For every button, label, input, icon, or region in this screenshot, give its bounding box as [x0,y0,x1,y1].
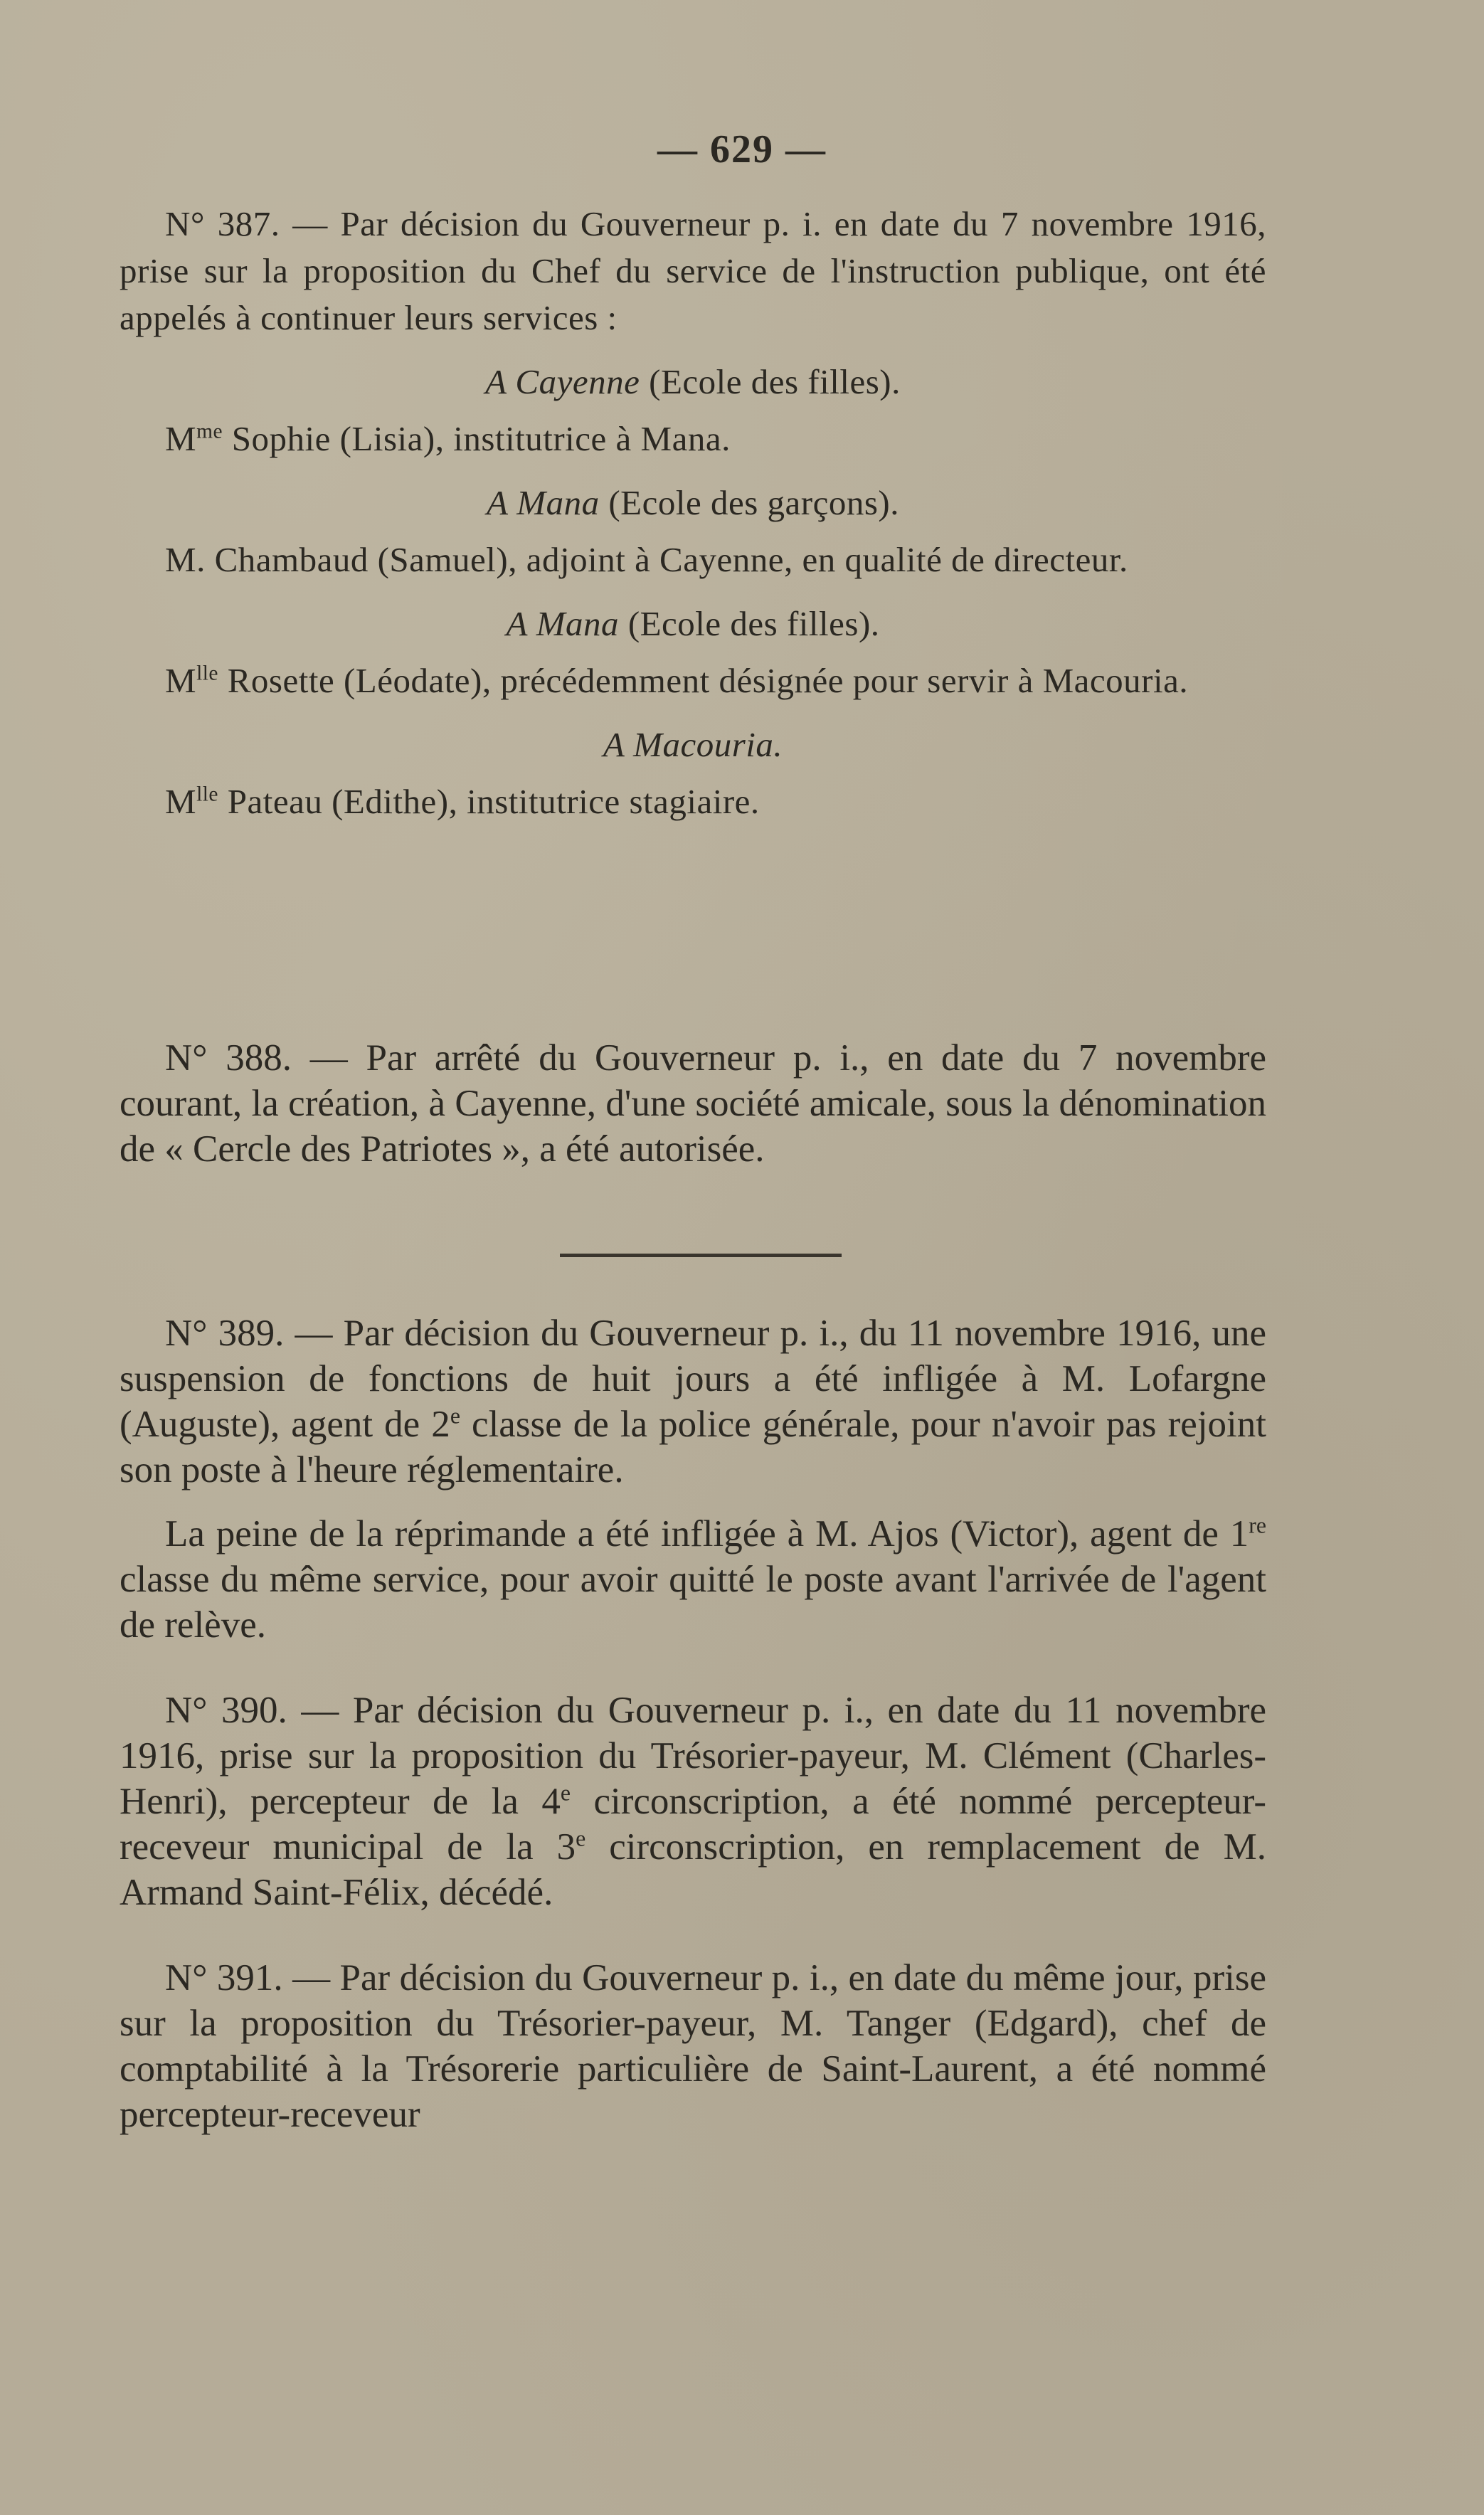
paragraph-390 [120,1688,1266,1915]
entry-text: Rosette (Léodate), précédemment désignée pour servir à Macouria. [218,661,1189,700]
superscript: re [1249,1513,1266,1538]
text-start: N° 389. — Par décision du Gouverneur p. i., du 11 novembre 1916, une suspension de fonctions de huit jours a été infligée à M. Lofargne (Auguste), agent de 2 [120,1313,1266,1445]
superscript: e [560,1780,571,1806]
entry-text: Sophie (Lisia), institutrice à Mana. [222,419,731,458]
superscript: e [450,1403,460,1429]
heading-place: A Mana [506,604,620,643]
decision-388-section [120,1035,1266,1172]
heading-macouria: A Macouria. [603,725,783,764]
entry-pateau [120,778,1266,825]
entry-rosette [120,657,1266,704]
decision-387-section [120,201,1266,825]
heading-cayenne-girls [120,359,1266,406]
title-superscript: lle [196,783,218,806]
title-superscript: lle [196,662,218,685]
paragraph-387: N° 387. — Par décision du Gouverneur p. i. en date du 7 novembre 1916, prise sur la proposition du Chef du service de l'instruction publique, ont été appelés à continuer leurs services : [120,204,1266,337]
title-abbrev: M [165,419,197,458]
heading-place: A Mana [486,483,600,522]
heading-school: (Ecole des filles). [619,604,880,643]
title-superscript: me [196,420,223,443]
page-number: — 629 — [657,127,827,171]
decisions-389-391-section [120,1311,1266,2137]
title-abbrev: M [165,661,197,700]
text-end: circonscription, en remplacement de M. Armand Saint-Félix, décédé. [120,1826,1266,1913]
superscript: e [576,1826,586,1851]
text-end: classe du même service, pour avoir quitté le poste avant l'arrivée de l'agent de relève. [120,1559,1266,1646]
entry-chambaud: M. Chambaud (Samuel), adjoint à Cayenne, en qualité de directeur. [165,540,1128,579]
paragraph-388: N° 388. — Par arrêté du Gouverneur p. i., en date du 7 novembre courant, la création, à Cayenne, d'une société amicale, sous la dénomination de « Cercle des Patriotes », a été autorisée. [120,1037,1266,1170]
text-start: N° 390. — Par décision du Gouverneur p. i., en date du 11 novembre 1916, prise sur la proposition du Trésorier-payeur, M. Clément (Charles-Henri), percepteur de la 4 [120,1690,1266,1822]
heading-mana-girls [120,600,1266,647]
entry-text: Pateau (Edithe), institutrice stagiaire. [218,782,760,821]
text-start: La peine de la réprimande a été infligée à M. Ajos (Victor), agent de 1 [165,1513,1249,1555]
heading-school: (Ecole des garçons). [599,483,899,522]
heading-mana-boys [120,480,1266,526]
section-divider [560,1254,842,1257]
heading-school: (Ecole des filles). [640,362,901,401]
entry-sophie [120,415,1266,462]
text-end: classe de la police générale, pour n'avoir pas rejoint son poste à l'heure réglementaire. [120,1404,1266,1491]
title-abbrev: M [165,782,197,821]
paragraph-389 [120,1311,1266,1493]
text-middle: circonscription, a été nommé percepteur-receveur municipal de la 3 [120,1781,1266,1868]
paragraph-391: N° 391. — Par décision du Gouverneur p. i., en date du même jour, prise sur la proposition du Trésorier-payeur, M. Tanger (Edgard), chef de comptabilité à la Trésorerie particulière de Saint-Laurent, a été nommé percepteur-receveur [120,1957,1266,2135]
heading-place: A Cayenne [485,362,640,401]
paragraph-389-reprimand [120,1511,1266,1648]
